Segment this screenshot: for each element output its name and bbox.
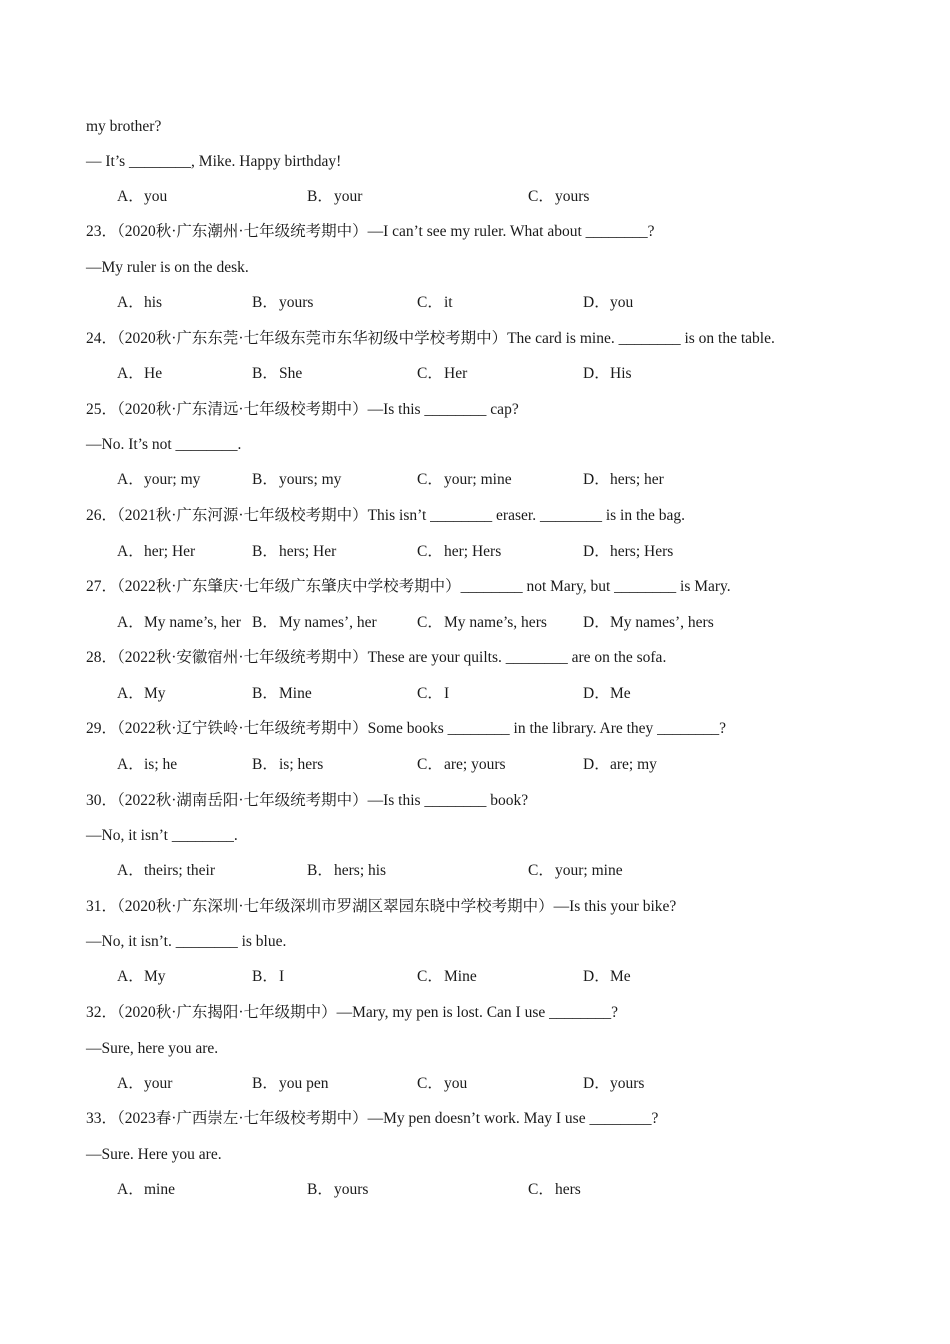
question-30: 30．（2022秋·湖南岳阳·七年级统考期中）—Is this ________ book? (86, 792, 529, 809)
question-27: 27．（2022秋·广东肇庆·七年级广东肇庆中学校考期中）________ not Mary, but ________ is Mary. (86, 578, 731, 595)
question-32-extra: —Sure, here you are. (86, 1040, 219, 1057)
question-22-options (117, 187, 917, 207)
question-27-options (117, 613, 917, 633)
question-28-options (117, 684, 917, 704)
option-b: B．hers; his (307, 862, 387, 879)
question-25: 25．（2020秋·广东清远·七年级校考期中）—Is this ________ cap? (86, 401, 519, 418)
option-b: B．is; hers (252, 756, 324, 773)
question-25-options (117, 470, 917, 490)
option-d: D．Me (583, 685, 631, 702)
question-31-extra: —No, it isn’t. ________ is blue. (86, 933, 287, 950)
question-28: 28．（2022秋·安徽宿州·七年级统考期中）These are your quilts. ________ are on the sofa. (86, 649, 667, 666)
option-d: D．hers; her (583, 471, 664, 488)
question-32-options (117, 1074, 917, 1094)
option-d: D．My names’, hers (583, 614, 714, 631)
question-30-extra: —No, it isn’t ________. (86, 827, 238, 844)
option-b: B．She (252, 365, 303, 382)
option-d: D．hers; Hers (583, 543, 674, 560)
option-a: A．your; my (117, 471, 201, 488)
option-a: A．her; Her (117, 543, 196, 560)
question-29-options (117, 755, 917, 775)
question-33-options (117, 1180, 917, 1200)
option-a: A．his (117, 294, 163, 311)
option-d: D．are; my (583, 756, 657, 773)
option-c: C．hers (528, 1181, 581, 1198)
question-23-options (117, 293, 917, 313)
option-c: C．your; mine (528, 862, 623, 879)
option-b: B．yours (307, 1181, 369, 1198)
option-d: D．you (583, 294, 634, 311)
option-a: A．My (117, 968, 166, 985)
question-22-stem-tail: my brother? (86, 118, 162, 135)
option-a: A．mine (117, 1181, 175, 1198)
option-a: A．theirs; their (117, 862, 216, 879)
question-22-answer-line: — It’s ________, Mike. Happy birthday! (86, 153, 342, 170)
question-23-extra: —My ruler is on the desk. (86, 259, 249, 276)
question-33: 33．（2023春·广西崇左·七年级校考期中）—My pen doesn’t work. May I use ________? (86, 1110, 659, 1127)
option-c: C．are; yours (417, 756, 506, 773)
option-b: B．yours; my (252, 471, 342, 488)
option-c: C．her; Hers (417, 543, 502, 560)
option-c: C．you (417, 1075, 468, 1092)
option-a: A．is; he (117, 756, 178, 773)
option-a: A．My (117, 685, 166, 702)
option-c: C．it (417, 294, 453, 311)
question-24-options (117, 364, 917, 384)
question-25-extra: —No. It’s not ________. (86, 436, 242, 453)
option-d: D．Me (583, 968, 631, 985)
option-c: C．your; mine (417, 471, 512, 488)
option-a: A．you (117, 188, 168, 205)
option-b: B．Mine (252, 685, 312, 702)
question-29: 29．（2022秋·辽宁铁岭·七年级统考期中）Some books ________ in the library. Are they ________? (86, 720, 727, 737)
option-b: B．you pen (252, 1075, 329, 1092)
option-b: B．hers; Her (252, 543, 337, 560)
option-a: A．My name’s, her (117, 614, 241, 631)
option-b: B．your (307, 188, 363, 205)
option-c: C．My name’s, hers (417, 614, 547, 631)
option-a: A．your (117, 1075, 173, 1092)
option-b: B．My names’, her (252, 614, 377, 631)
option-c: C．I (417, 685, 450, 702)
question-30-options (117, 861, 917, 881)
option-b: B．yours (252, 294, 314, 311)
option-a: A．He (117, 365, 163, 382)
option-c: C．Mine (417, 968, 477, 985)
option-d: D．His (583, 365, 632, 382)
question-23: 23．（2020秋·广东潮州·七年级统考期中）—I can’t see my ruler. What about ________? (86, 223, 655, 240)
question-26: 26．（2021秋·广东河源·七年级校考期中）This isn’t ________ eraser. ________ is in the bag. (86, 507, 686, 524)
question-33-extra: —Sure. Here you are. (86, 1146, 222, 1163)
question-31: 31．（2020秋·广东深圳·七年级深圳市罗湖区翠园东晓中学校考期中）—Is this your bike? (86, 898, 677, 915)
option-d: D．yours (583, 1075, 645, 1092)
option-b: B．I (252, 968, 285, 985)
question-32: 32．（2020秋·广东揭阳·七年级期中）—Mary, my pen is lost. Can I use ________? (86, 1004, 619, 1021)
option-c: C．yours (528, 188, 590, 205)
question-24: 24．（2020秋·广东东莞·七年级东莞市东华初级中学校考期中）The card is mine. ________ is on the table. (86, 330, 775, 347)
option-c: C．Her (417, 365, 468, 382)
question-31-options (117, 967, 917, 987)
question-26-options (117, 542, 917, 562)
